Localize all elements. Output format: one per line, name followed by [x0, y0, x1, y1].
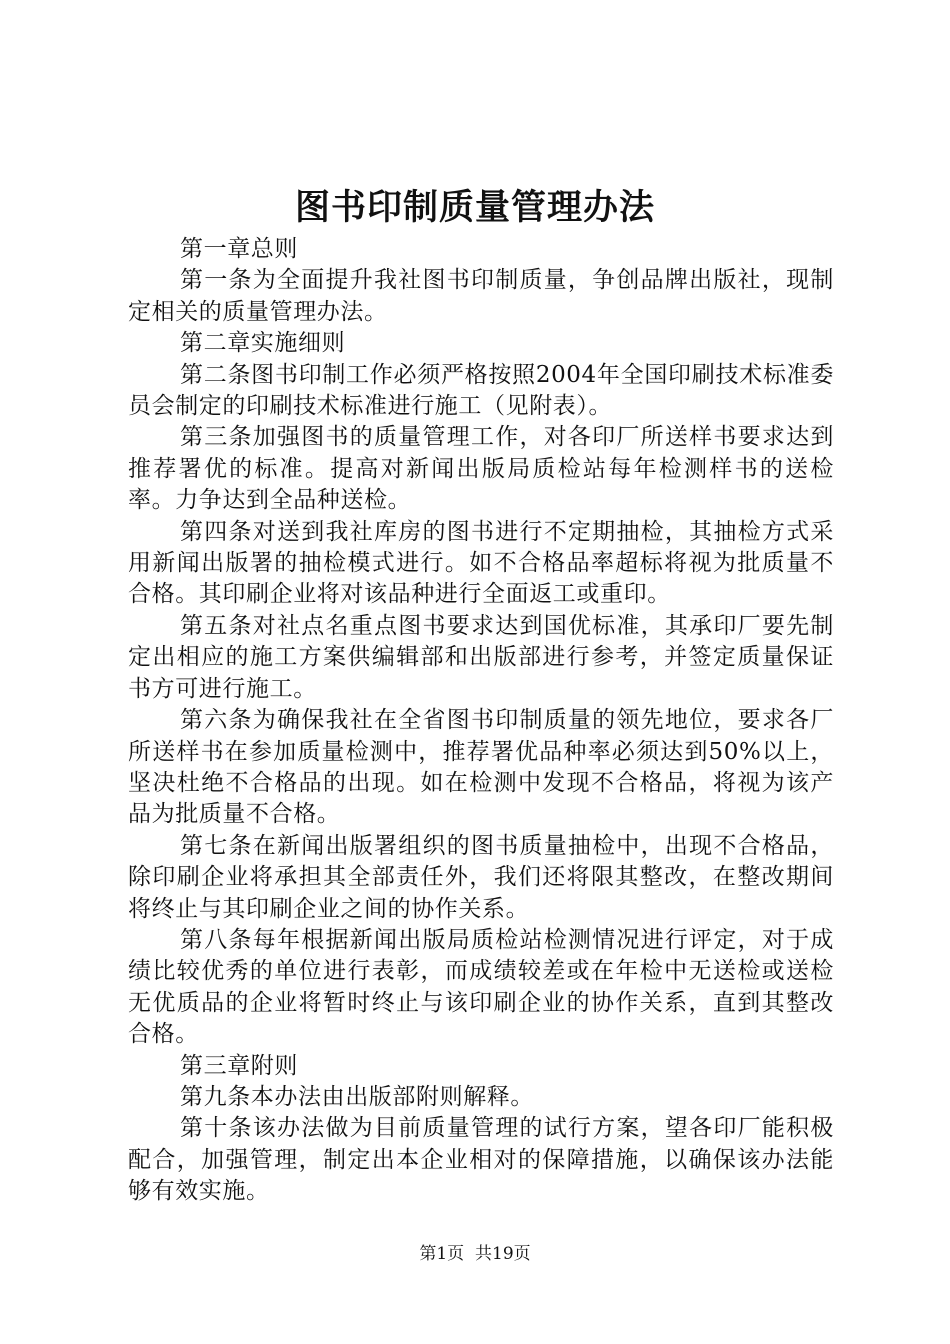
document-body: [128, 234, 834, 1208]
article-paragraph: 第一条为全面提升我社图书印制质量，争创品牌出版社，现制定相关的质量管理办法。: [128, 267, 834, 325]
footer-spacer: [464, 1244, 475, 1264]
page-number: 第1页: [419, 1244, 465, 1264]
article-paragraph: 第五条对社点名重点图书要求达到国优标准，其承印厂要先制定出相应的施工方案供编辑部和出版部进行参考，并签定质量保证书方可进行施工。: [128, 612, 834, 702]
article-paragraph: 第十条该办法做为目前质量管理的试行方案，望各印厂能积极配合，加强管理，制定出本企业相对的保障措施，以确保该办法能够有效实施。: [128, 1115, 834, 1205]
page-footer: [0, 1243, 950, 1265]
article-paragraph: 第九条本办法由出版部附则解释。: [180, 1083, 534, 1110]
article-paragraph: 第四条对送到我社库房的图书进行不定期抽检，其抽检方式采用新闻出版署的抽检模式进行。如不合格品率超标将视为批质量不合格。其印刷企业将对该品种进行全面返工或重印。: [128, 518, 834, 608]
article-paragraph: 第二条图书印制工作必须严格按照2004年全国印刷技术标准委员会制定的印刷技术标准进行施工（见附表）。: [128, 361, 834, 420]
chapter-heading: 第二章实施细则: [180, 330, 346, 357]
article-paragraph: 第八条每年根据新闻出版局质检站检测情况进行评定，对于成绩比较优秀的单位进行表彰，而成绩较差或在年检中无送检或送检无优质品的企业将暂时终止与该印刷企业的协作关系，直到其整改合格。: [128, 926, 834, 1048]
article-paragraph: 第三条加强图书的质量管理工作，对各印厂所送样书要求达到推荐署优的标准。提高对新闻出版局质检站每年检测样书的送检率。力争达到全品种送检。: [128, 424, 834, 514]
document-title: 图书印制质量管理办法: [294, 187, 655, 228]
chapter-heading: 第三章附则: [180, 1052, 298, 1079]
page-total: 共19页: [475, 1244, 531, 1264]
article-paragraph: 第七条在新闻出版署组织的图书质量抽检中，出现不合格品，除印刷企业将承担其全部责任外，我们还将限其整改，在整改期间将终止与其印刷企业之间的协作关系。: [128, 832, 834, 922]
article-paragraph: 第六条为确保我社在全省图书印制质量的领先地位，要求各厂所送样书在参加质量检测中，推荐署优品种率必须达到50%以上，坚决杜绝不合格品的出现。如在检测中发现不合格品，将视为该产品为批质量不合格。: [128, 707, 834, 828]
chapter-heading: 第一章总则: [180, 236, 298, 262]
